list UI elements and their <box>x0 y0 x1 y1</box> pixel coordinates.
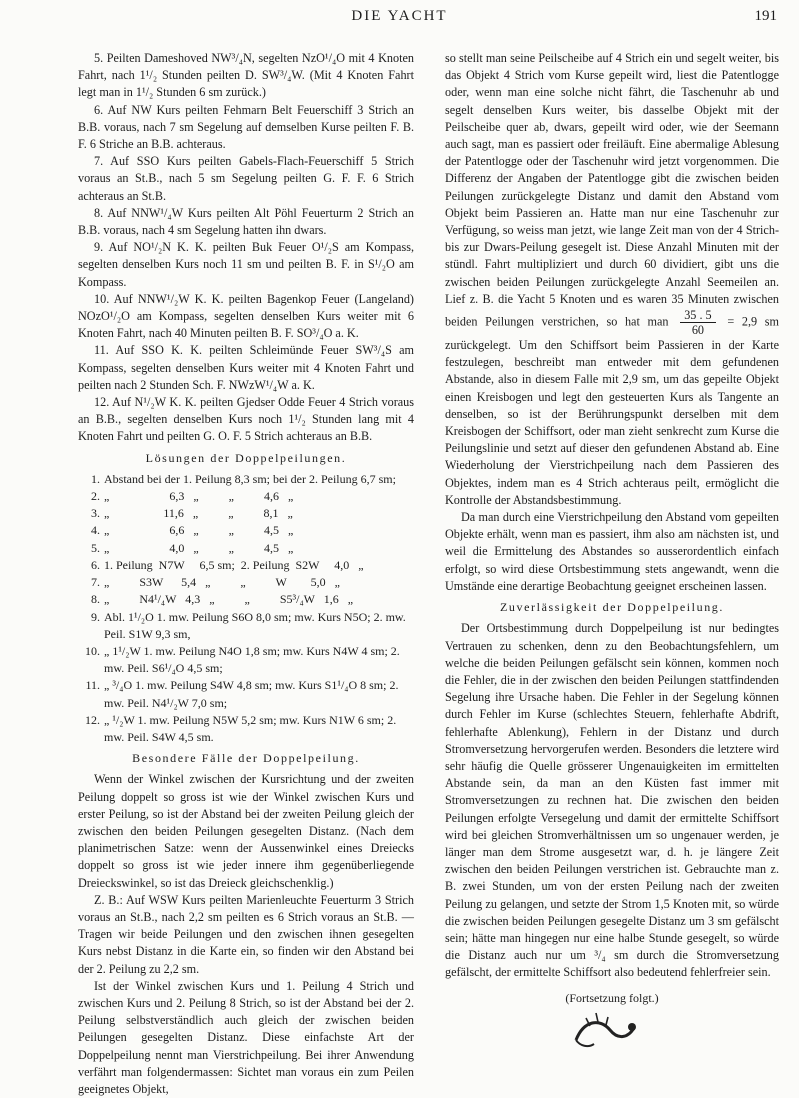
reliability-heading: Zuverlässigkeit der Doppelpeilung. <box>499 600 725 615</box>
exercise-10: 10. Auf NNW¹/₂W K. K. peilten Bagenkop Feuer (Langeland) NOzO¹/₂O am Kompass, segelten denselben Kurs weiter mit 6 Knoten Fahrt, nach 40 Minuten peilten B. F. SO³/₄O a. K. <box>78 291 414 341</box>
paragraph-3: Der Ortsbestimmung durch Doppelpeilung ist nur bedingtes Vertrauen zu schenken, denn zu den Beobachtungsfehlern, um welche die beiden Peilungen gefälscht sein können, kommen noch die Fehler, die in der zwischen den beiden Peilungen stattfindenden Segelung ihre Ursache haben. Die Fehler in der Segelung können durch Fehler im Kurse (schlechtes Steuern, fehlerhafte Abdrift, fehlerhafte Ablenkung), Fehlern in der Distanz und durch Stromversetzung hervorgerufen werden. Besonders die letztere wird sehr häufig die Quelle grösserer Ungenauigkeiten im ermittelten Abstande sein, da man an den Küsten fast immer mit Stromversetzungen zu rechnen hat. Die zwischen den beiden Peilungen erfolgte Versegelung und damit der ermittelte Schiffsort wird bei gleichen Stromverhältnissen um so ungenauer werden, je länger man dem Strome ausgesetzt war, d. h. je längere Zeit zwischen den beiden Peilungen verstrichen ist. Gebrauchte man z. B. zwei Stunden, um von der ersten Peilung nach der zweiten Peilung zu gelangen, und setzte der Strom 1,5 Knoten mit, so würde die zwischen beiden Peilungen gesegelte Distanz um 3 sm gefälscht sein; hätte man hingegen nur eine halbe Stunde gesegelt, so würde die Distanz auch nur um ³/₄ sm durch die Stromversetzung gefälscht, der ermittelte Schiffsort also bedeutend fehlerfreier sein. <box>445 621 779 980</box>
paragraph-2: Da man durch eine Vierstrichpeilung den Abstand vom gepeilten Objekte erhält, wenn man es passiert, ihm also am nächsten ist, und weil die Ermittelung des Abstandes so ausserordentlich einfach erfolgt, so wird diese Ortsbestimmung stets angewandt, wenn die Umstände eine derartige Beobachtung geeignet erscheinen lassen. <box>445 510 779 593</box>
table-row: 1. Abstand bei der 1. Peilung 8,3 sm; bei der 2. Peilung 6,7 sm; <box>91 471 396 486</box>
exercise-7: 7. Auf SSO Kurs peilten Gabels-Flach-Feuerschiff 5 Strich voraus an St.B., nach 5 sm Segelung peilten G. F. F. 6 Strich achteraus an St.B. <box>78 154 414 203</box>
fraction-result: = 2,9 sm zurückgelegt. <box>445 314 779 353</box>
exercise-12: 12. Auf N¹/₂W K. K. peilten Gjedser Odde Feuer 4 Strich voraus an B.B., segelten denselben Kurs noch 1¹/₂ Stunden lang mit 4 Knoten Fahrt und peilten G. O. F. 5 Strich achteraus an B.B. <box>78 395 414 444</box>
special-paragraph-1: Wenn der Winkel zwischen der Kursrichtung und der zweiten Peilung doppelt so gross ist wie der Winkel zwischen Kurs und erster Peilung, so ist der Abstand bei der zweiten Peilung gleich der zwischen den beiden Peilungen gesegelten Distanz. (Nach dem planimetrischen Satze: wenn der Aussenwinkel eines Dreiecks doppelt so gross ist wie jeder innere ihm gegenüberliegende Dreieckswinkel, so ist das Dreieck gleichschenklig.) <box>78 772 414 890</box>
fraction-denominator: 60 <box>691 323 704 338</box>
exercise-5: 5. Peilten Dameshoved NW³/₄N, segelten NzO¹/₄O mit 4 Knoten Fahrt, nach 1¹/₂ Stunden peilten D. SW³/₄W. (Mit 4 Knoten Fahrt legt man in 1¹/₂ Stunden 6 sm zurück.) <box>78 51 414 100</box>
table-row: 4. „ 6,6 „ „ 4,5 „ <box>91 523 294 538</box>
special-paragraph-2: Z. B.: Auf WSW Kurs peilten Marienleuchte Feuerturm 3 Strich voraus an St.B., nach 2,2 sm peilten es 6 Strich voraus an St.B. — Tragen wir beide Peilungen und den zwischen ihnen gesegelten Kurs nebst Distanz in die Karte ein, so finden wir den Abstand bei der 2. Peilung zu 2,2 sm. <box>78 892 414 976</box>
table-row: 3. „ 11,6 „ „ 8,1 „ <box>91 506 293 521</box>
solutions-heading: Lösungen der Doppelpeilungen. <box>145 450 347 465</box>
exercise-9: 9. Auf NO¹/₂N K. K. peilten Buk Feuer O¹/₂S am Kompass, segelten denselben Kurs noch 11 sm und peilten B. F. in S¹/₂O am Kompass. <box>78 240 414 289</box>
sea-serpent-ornament-icon <box>570 1010 640 1057</box>
journal-title: DIE YACHT <box>351 8 448 24</box>
table-row: 11. „ ³/₄O 1. mw. Peilung S4W 4,8 sm; mw. Kurs S1¹/₄O 8 sm; 2. mw. Peil. N4¹/₂W 7,0 sm; <box>85 678 399 710</box>
paragraph-1a: so stellt man seine Peilscheibe auf 4 Strich ein und segelt weiter, bis das Objekt 4 Strich vom Kurse gepeilt wird, liest die Patentlogge oder, wenn man eine solche nicht fährt, die Taschenuhr ab und segelt denselben Kurs weiter, bis dasselbe Objekt mit der Peilscheibe quer ab, dwars, gepeilt wird oder, wie der Seemann auch sagt, man es passiert oder freiläuft. Eine abermalige Ablesung der Patentlogge oder der Taschenuhr wird jetzt vorgenommen. Die Differenz der Angaben der Patentlogge gibt die zwischen beiden Peilungen zurückgelegte Distanz und damit den Abstand vom Objekt beim Passieren an. Hatte man nur eine Taschenuhr zur Verfügung, so weiss man jetzt, wie lange Zeit man von der 4 Strich- bis zur Dwars-Peilung gesegelt ist. Diese Anzahl Minuten mit der stündl. Fahrt multipliziert und durch 60 dividiert, gibt uns die zwischen beiden Peilungen zurückgelegte Anzahl Seemeilen an. Lief z. B. die Yacht 5 Knoten und es waren 35 Minuten zwischen beiden Peilungen verstrichen, so hat man $\frac{35 . 5}{60}$ = 2,9 sm zurückgelegt. Um den Schiffsort beim Passieren in der Karte festzulegen, beschreibt man entweder mit dem gefundenen Abstande, also in diesem Falle mit 2,9 sm, um das gepeilte Objekt einen Kreisbogen und legt den gesteuerten Kurs als Tangente an denselben, so ist der Berührungspunkt derselben mit dem Kreisbogen der Schiffsort, oder man zieht senkrecht zum Kurse die Peilungslinie und setzt auf dieser den gefundenen Abstand ab. Eine Wiederholung der Vierstrichpeilung nach dem Passieren des Objektes, indem man es 4 Strich achteraus peilt, ermöglicht die Kontrolle der Abstandsbestimmung. <box>445 51 780 507</box>
page-header <box>0 8 799 32</box>
fraction-numerator: 35 . 5 <box>680 308 715 323</box>
right-column <box>445 50 779 1007</box>
left-column <box>78 50 414 1098</box>
table-row: 7. „ S3W 5,4 „ „ W 5,0 „ <box>91 575 340 590</box>
table-row: 9. Abl. 1¹/₂O 1. mw. Peilung S6O 8,0 sm; mw. Kurs N5O; 2. mw. Peil. S1W 9,3 sm, <box>91 609 406 641</box>
special-paragraph-3: Ist der Winkel zwischen Kurs und 1. Peilung 4 Strich und zwischen Kurs und 2. Peilung 8 Strich, so ist der Abstand bei der 2. Peilung selbstverständlich auch gleich der zwischen beiden Peilungen gesegelten Distanz. Diese einfachste Art der Doppelpeilung nennt man Vierstrichpeilung. Bei ihrer Anwendung verfährt man folgendermassen: Sichtet man voraus ein zum Peilen geeignetes Objekt, <box>78 978 414 1096</box>
fraction <box>680 308 715 337</box>
exercise-8: 8. Auf NNW¹/₄W Kurs peilten Alt Pöhl Feuerturm 2 Strich an B.B. voraus, nach 4 sm Segelung hatten ihn dwars. <box>78 205 414 238</box>
exercise-6: 6. Auf NW Kurs peilten Fehmarn Belt Feuerschiff 3 Strich an B.B. voraus, nach 7 sm Segelung auf demselben Kurse peilten F. B. F. 6 Striche an B.B. achteraus. <box>78 102 414 152</box>
solutions-table <box>78 471 414 746</box>
table-row: 2. „ 6,3 „ „ 4,6 „ <box>91 489 294 504</box>
continuation-note: (Fortsetzung folgt.) <box>565 990 659 1005</box>
page-number: 191 <box>754 8 777 24</box>
special-cases-heading: Besondere Fälle der Doppelpeilung. <box>132 751 360 766</box>
table-row: 12. „ ¹/₂W 1. mw. Peilung N5W 5,2 sm; mw. Kurs N1W 6 sm; 2. mw. Peil. S4W 4,5 sm. <box>85 712 397 744</box>
table-row: 5. „ 4,0 „ „ 4,5 „ <box>91 540 294 555</box>
table-row: 10. „ 1¹/₂W 1. mw. Peilung N4O 1,8 sm; mw. Kurs N4W 4 sm; 2. mw. Peil. S6¹/₄O 4,5 sm; <box>85 643 400 676</box>
table-row: 6. 1. Peilung N7W 6,5 sm; 2. Peilung S2W 4,0 „ <box>91 557 364 572</box>
table-row: 8. „ N4¹/₄W 4,3 „ „ S5³/₄W 1,6 „ <box>91 592 354 607</box>
exercise-11: 11. Auf SSO K. K. peilten Schleimünde Feuer SW³/₄S am Kompass, segelten denselben Kurs weiter mit 4 Knoten Fahrt und peilten nach 2 Stunden Sch. F. NWzW¹/₄W a. K. <box>78 343 414 392</box>
